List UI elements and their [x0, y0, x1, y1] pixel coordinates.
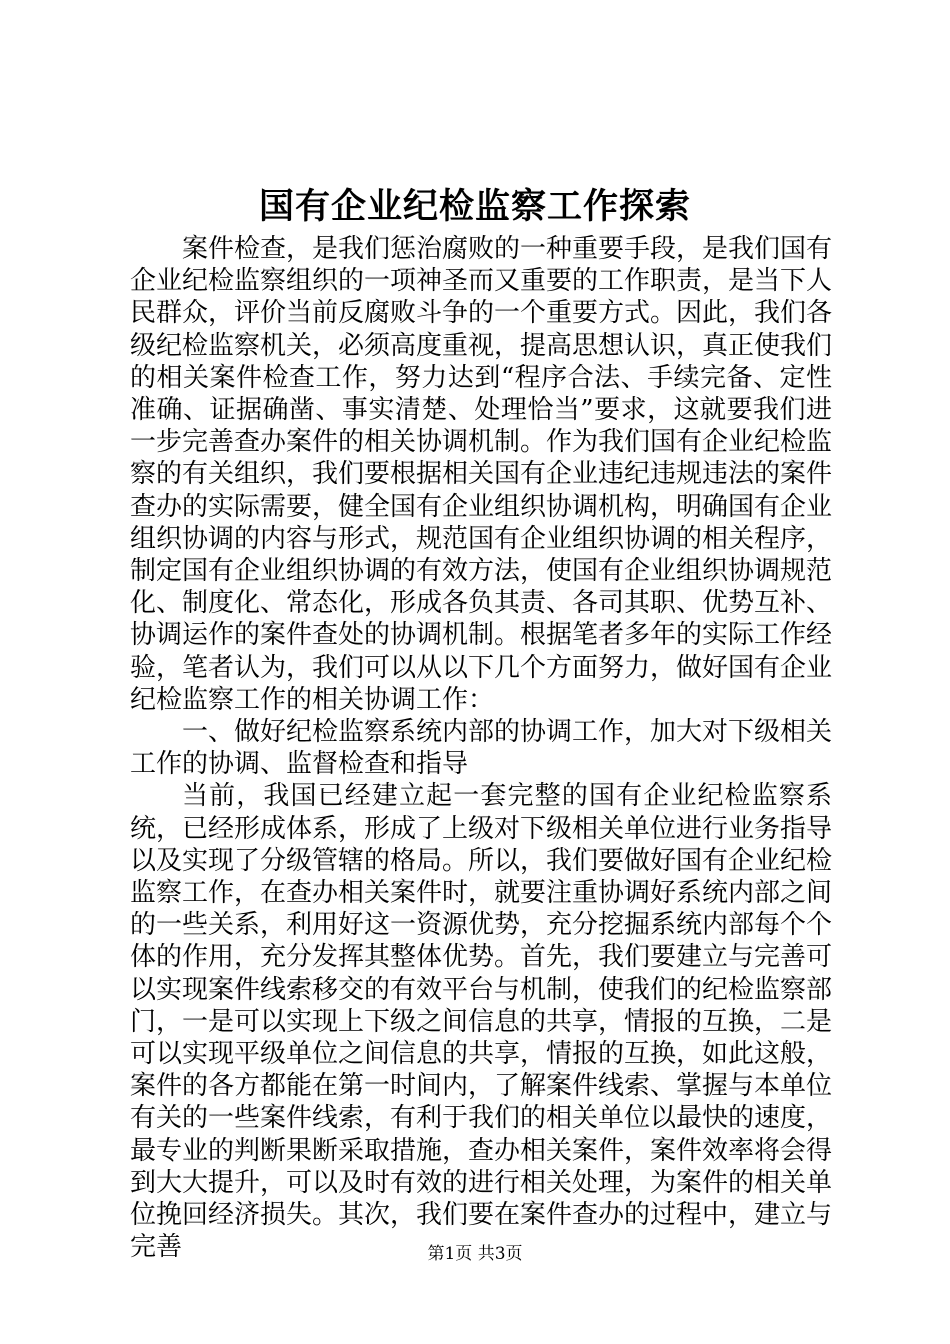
paragraph-current: 当前，我国已经建立起一套完整的国有企业纪检监察系统，已经形成体系，形成了上级对下级相关单位进行业务指导以及实现了分级管辖的格局。所以，我们要做好国有企业纪检监察工作，在查办相关案件时，就要注重协调好系统内部之间的一些关系，利用好这一资源优势，充分挖掘系统内部每个个体的作用，充分发挥其整体优势。首先，我们要建立与完善可以实现案件线索移交的有效平台与机制，使我们的纪检监察部门，一是可以实现上下级之间信息的共享，情报的互换，二是可以实现平级单位之间信息的共享，情报的互换，如此这般，案件的各方都能在第一时间内，了解案件线索、掌握与本单位有关的一些案件线索，有利于我们的相关单位以最快的速度，最专业的判断果断采取措施，查办相关案件，案件效率将会得到大大提升，可以及时有效的进行相关处理，为案件的相关单位挽回经济损失。其次，我们要在案件查办的过程中，建立与完善 — [130, 781, 833, 1263]
document-title: 国有企业纪检监察工作探索 — [258, 186, 691, 227]
paragraph-heading-1: 一、做好纪检监察系统内部的协调工作，加大对下级相关工作的协调、监督检查和指导 — [130, 717, 833, 780]
paragraph-intro: 案件检查，是我们惩治腐败的一种重要手段，是我们国有企业纪检监察组织的一项神圣而又重要的工作职责，是当下人民群众，评价当前反腐败斗争的一个重要方式。因此，我们各级纪检监察机关，必须高度重视，提高思想认识，真正使我们的相关案件检查工作，努力达到“程序合法、手续完备、定性准确、证据确凿、事实清楚、处理恰当”要求，这就要我们进一步完善查办案件的相关协调机制。作为我们国有企业纪检监察的有关组织，我们要根据相关国有企业违纪违规违法的案件查办的实际需要，健全国有企业组织协调机构，明确国有企业组织协调的内容与形式，规范国有企业组织协调的相关程序，制定国有企业组织协调的有效方法，使国有企业组织协调规范化、制度化、常态化，形成各负其责、各司其职、优势互补、协调运作的案件查处的协调机制。根据笔者多年的实际工作经验，笔者认为，我们可以从以下几个方面努力，做好国有企业纪检监察工作的相关协调工作： — [130, 234, 833, 715]
page-footer: 第1页 共3页 — [427, 1244, 523, 1264]
document-body — [130, 233, 832, 1264]
